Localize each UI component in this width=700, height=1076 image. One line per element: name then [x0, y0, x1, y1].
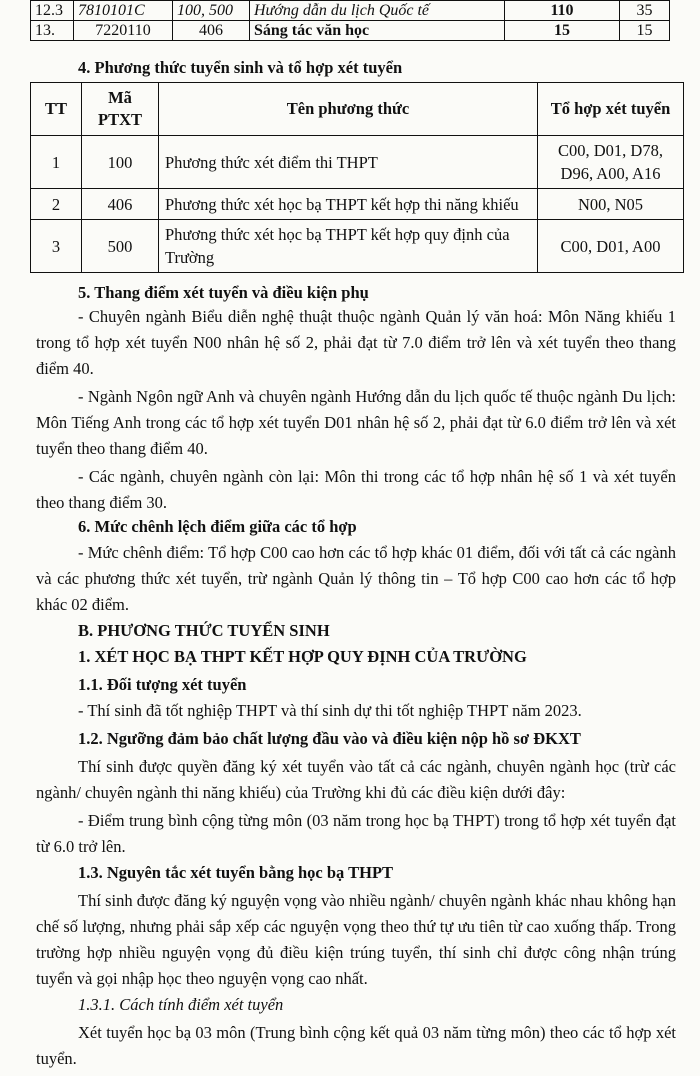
subsection-1-3-1-paragraph: Xét tuyển học bạ 03 môn (Trung bình cộng kết quả 03 năm từng môn) theo các tổ hợp xét tuyển.	[36, 1023, 676, 1068]
section-6-title: 6. Mức chênh lệch điểm giữa các tổ hợp	[78, 517, 357, 536]
table-row	[31, 21, 670, 41]
row-tt: 1	[31, 136, 82, 189]
row-code: 500	[82, 220, 159, 273]
section-5-paragraph-3: - Các ngành, chuyên ngành còn lại: Môn thi trong các tổ hợp nhân hệ số 1 và xét tuyển theo thang điểm 30.	[36, 467, 676, 512]
subsection-1-3-paragraph: Thí sinh được đăng ký nguyện vọng vào nhiều ngành/ chuyên ngành khác nhau không hạn chế số lượng, nhưng phải sắp xếp các nguyện vọng theo thứ tự ưu tiên từ cao xuống thấp. Trong trường hợp nhiều nguyện vọng đủ điều kiện trúng tuyển, thí sinh chỉ được công nhận trúng tuyển và gọi nhập học theo nguyện vọng cao nhất.	[36, 891, 676, 988]
row-tt: 3	[31, 220, 82, 273]
admission-methods-table	[30, 82, 684, 273]
row-tt: 12.3	[31, 1, 74, 21]
row-method-name: Phương thức xét học bạ THPT kết hợp thi năng khiếu	[159, 189, 538, 220]
table-row	[31, 136, 684, 189]
row-code: 406	[82, 189, 159, 220]
subsection-1-2-paragraph-1: Thí sinh được quyền đăng ký xét tuyển vào tất cả các ngành, chuyên ngành học (trừ các ngành/ chuyên ngành thi năng khiếu) của Trường khi đủ các điều kiện dưới đây:	[36, 757, 676, 802]
row-major-name: Sáng tác văn học	[250, 21, 505, 41]
row-combo: C00, D01, D78, D96, A00, A16	[538, 136, 684, 189]
section-4-title: 4. Phương thức tuyển sinh và tổ hợp xét tuyển	[78, 58, 403, 77]
subsection-1-2-title: 1.2. Ngưỡng đảm bảo chất lượng đầu vào và điều kiện nộp hồ sơ ĐKXT	[78, 729, 581, 748]
section-b-title: B. PHƯƠNG THỨC TUYỂN SINH	[78, 621, 330, 640]
header-combo: Tổ hợp xét tuyển	[538, 83, 684, 136]
row-ptxt: 406	[173, 21, 250, 41]
row-quota-b: 35	[620, 1, 670, 21]
row-combo: C00, D01, A00	[538, 220, 684, 273]
subsection-1-1-title: 1.1. Đối tượng xét tuyển	[78, 675, 247, 694]
section-5-paragraph-2: - Ngành Ngôn ngữ Anh và chuyên ngành Hướng dẫn du lịch quốc tế thuộc ngành Du lịch: Môn Tiếng Anh trong các tổ hợp xét tuyển D01 nhân hệ số 2, phải đạt từ 6.0 điểm trở lên và xét tuyển theo thang điểm 40.	[36, 387, 676, 458]
section-5-title: 5. Thang điểm xét tuyển và điều kiện phụ	[78, 283, 369, 302]
table-row	[31, 1, 670, 21]
table-row	[31, 220, 684, 273]
subsection-1-1-paragraph: - Thí sinh đã tốt nghiệp THPT và thí sinh dự thi tốt nghiệp THPT năm 2023.	[78, 701, 582, 720]
section-6-paragraph: - Mức chênh điểm: Tổ hợp C00 cao hơn các tổ hợp khác 01 điểm, đối với tất cả các ngành và các phương thức xét tuyển, trừ ngành Quản lý thông tin – Tổ hợp C00 cao hơn các tổ hợp khác 02 điểm.	[36, 543, 676, 614]
table-header-row	[31, 83, 684, 136]
row-code: 7220110	[74, 21, 173, 41]
row-tt: 2	[31, 189, 82, 220]
row-code: 100	[82, 136, 159, 189]
row-method-name: Phương thức xét học bạ THPT kết hợp quy định của Trường	[159, 220, 538, 273]
header-method-name: Tên phương thức	[159, 83, 538, 136]
subsection-1-title: 1. XÉT HỌC BẠ THPT KẾT HỢP QUY ĐỊNH CỦA TRƯỜNG	[78, 647, 527, 666]
subsection-1-3-1-title: 1.3.1. Cách tính điểm xét tuyển	[78, 995, 284, 1014]
header-tt: TT	[31, 83, 82, 136]
section-5-paragraph-1: - Chuyên ngành Biểu diễn nghệ thuật thuộc ngành Quản lý văn hoá: Môn Năng khiếu 1 trong tổ hợp xét tuyển N00 nhân hệ số 2, phải đạt từ 7.0 điểm trở lên và xét tuyển theo thang điểm 40.	[36, 307, 676, 378]
subsection-1-2-paragraph-2: - Điểm trung bình cộng từng môn (03 năm trong học bạ THPT) trong tổ hợp xét tuyển đạt từ 6.0 trở lên.	[36, 811, 676, 856]
header-code: Mã PTXT	[82, 83, 159, 136]
row-ptxt: 100, 500	[173, 1, 250, 21]
row-code: 7810101C	[74, 1, 173, 21]
row-quota-a: 110	[505, 1, 620, 21]
majors-table-continuation	[30, 0, 670, 41]
table-row	[31, 189, 684, 220]
row-quota-b: 15	[620, 21, 670, 41]
row-major-name: Hướng dẫn du lịch Quốc tế	[250, 1, 505, 21]
row-method-name: Phương thức xét điểm thi THPT	[159, 136, 538, 189]
row-combo: N00, N05	[538, 189, 684, 220]
row-tt: 13.	[31, 21, 74, 41]
subsection-1-3-title: 1.3. Nguyên tắc xét tuyển bằng học bạ THPT	[78, 863, 394, 882]
row-quota-a: 15	[505, 21, 620, 41]
